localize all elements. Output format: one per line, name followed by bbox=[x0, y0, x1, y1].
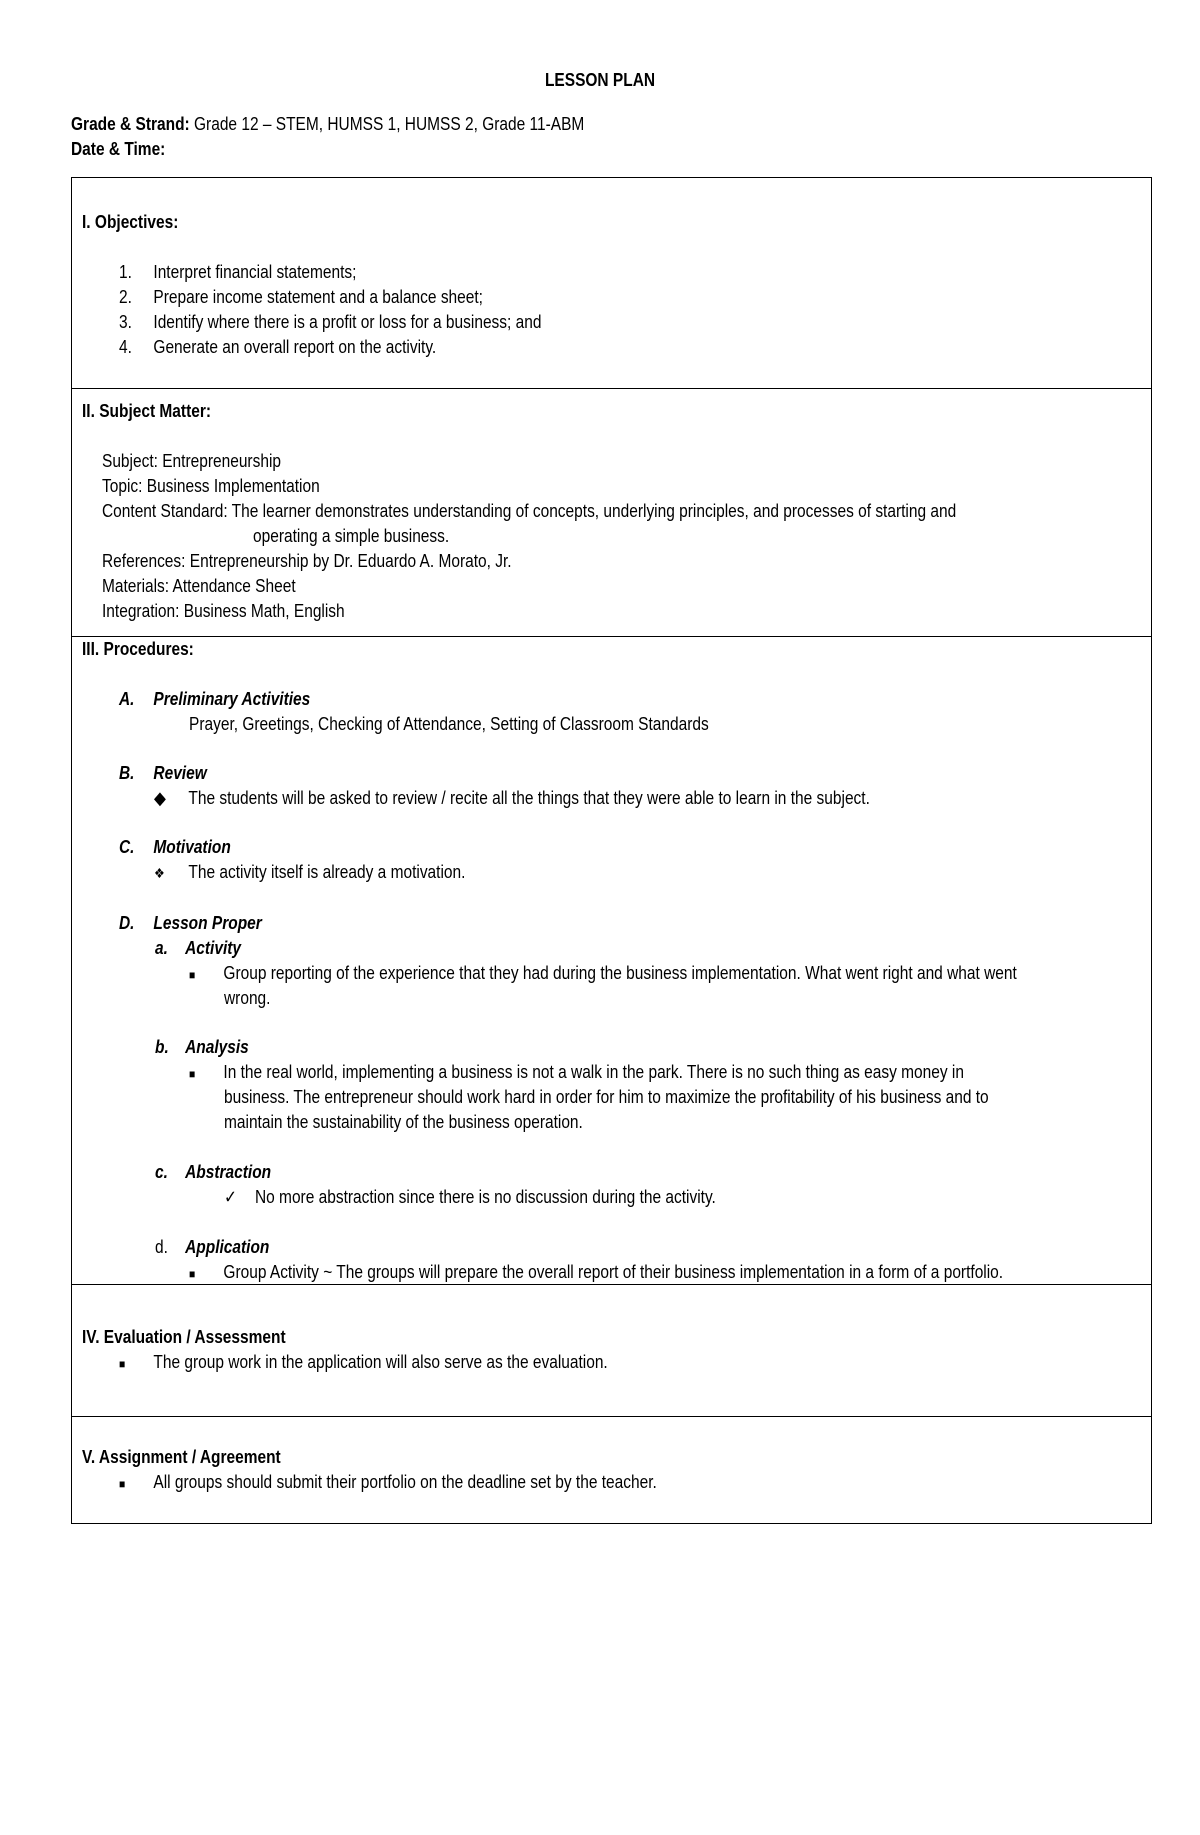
preliminary-activities-heading: A. Preliminary Activities bbox=[119, 689, 311, 709]
square-bullet-icon: ■ bbox=[189, 968, 196, 982]
square-bullet-icon: ■ bbox=[189, 1267, 196, 1281]
evaluation-section bbox=[72, 1285, 1151, 1417]
objective-item: 3. Identify where there is a profit or loss for a business; and bbox=[119, 312, 542, 332]
analysis-heading: b. Analysis bbox=[155, 1037, 249, 1057]
square-bullet-icon: ■ bbox=[189, 1067, 196, 1081]
objective-item: 1. Interpret financial statements; bbox=[119, 262, 357, 282]
assignment-heading: V. Assignment / Agreement bbox=[82, 1447, 281, 1467]
grade-strand-line bbox=[71, 114, 668, 135]
page-title: LESSON PLAN bbox=[544, 70, 656, 90]
diamond-bullet-icon: ◆ bbox=[154, 788, 166, 808]
abstraction-item: ✓ No more abstraction since there is no discussion during the activity. bbox=[224, 1187, 716, 1207]
application-heading: d. Application bbox=[155, 1237, 270, 1257]
materials-line: Materials: Attendance Sheet bbox=[102, 576, 296, 596]
subject-line: Subject: Entrepreneurship bbox=[102, 451, 281, 471]
procedures-section bbox=[72, 637, 1151, 1285]
content-standard-line: Content Standard: The learner demonstrates understanding of concepts, underlying principles, and processes of starting and bbox=[102, 501, 957, 521]
subject-matter-heading: II. Subject Matter: bbox=[82, 401, 212, 421]
subject-matter-section bbox=[72, 389, 1151, 637]
analysis-item-continuation: maintain the sustainability of the business operation. bbox=[224, 1112, 583, 1132]
evaluation-heading: IV. Evaluation / Assessment bbox=[82, 1327, 286, 1347]
activity-item: ■ Group reporting of the experience that they had during the business implementation. What went right and what went bbox=[189, 963, 1017, 983]
checkmark-icon: ✓ bbox=[224, 1187, 237, 1207]
objectives-heading: I. Objectives: bbox=[82, 212, 179, 232]
activity-heading: a. Activity bbox=[155, 938, 242, 958]
motivation-heading: C. Motivation bbox=[119, 837, 231, 857]
abstraction-heading: c. Abstraction bbox=[155, 1162, 272, 1182]
motivation-item: ❖ The activity itself is already a motivation. bbox=[154, 862, 466, 882]
date-time-line bbox=[71, 139, 181, 160]
references-line: References: Entrepreneurship by Dr. Eduardo A. Morato, Jr. bbox=[102, 551, 512, 571]
objective-item: 4. Generate an overall report on the activity. bbox=[119, 337, 437, 357]
evaluation-item: ■ The group work in the application will also serve as the evaluation. bbox=[119, 1352, 608, 1372]
date-label: Date & Time: bbox=[71, 139, 166, 159]
square-bullet-icon: ■ bbox=[119, 1357, 126, 1371]
integration-line: Integration: Business Math, English bbox=[102, 601, 345, 621]
objectives-section bbox=[72, 178, 1151, 389]
objective-item: 2. Prepare income statement and a balance sheet; bbox=[119, 287, 483, 307]
review-heading: B. Review bbox=[119, 763, 207, 783]
lesson-table bbox=[71, 177, 1152, 1524]
preliminary-activities-text: Prayer, Greetings, Checking of Attendance, Setting of Classroom Standards bbox=[189, 714, 709, 734]
lesson-proper-heading: D. Lesson Proper bbox=[119, 913, 262, 933]
four-diamond-bullet-icon: ❖ bbox=[154, 865, 165, 881]
application-item: ■ Group Activity ~ The groups will prepare the overall report of their business implementation in a form of a portfolio. bbox=[189, 1262, 1004, 1282]
analysis-item: ■ In the real world, implementing a business is not a walk in the park. There is no such thing as easy money in bbox=[189, 1062, 964, 1082]
assignment-item: ■ All groups should submit their portfolio on the deadline set by the teacher. bbox=[119, 1472, 657, 1492]
grade-label: Grade & Strand: bbox=[71, 114, 190, 134]
activity-item-continuation: wrong. bbox=[224, 988, 271, 1008]
grade-value: Grade 12 – STEM, HUMSS 1, HUMSS 2, Grade 11-ABM bbox=[194, 114, 585, 134]
content-standard-continuation: operating a simple business. bbox=[253, 526, 450, 546]
procedures-heading: III. Procedures: bbox=[82, 639, 194, 659]
assignment-section bbox=[72, 1417, 1151, 1523]
analysis-item-continuation: business. The entrepreneur should work hard in order for him to maximize the profitability of his business and to bbox=[224, 1087, 989, 1107]
square-bullet-icon: ■ bbox=[119, 1477, 126, 1491]
topic-line: Topic: Business Implementation bbox=[102, 476, 320, 496]
review-item: ◆ The students will be asked to review / recite all the things that they were able to learn in the subject. bbox=[154, 788, 870, 808]
